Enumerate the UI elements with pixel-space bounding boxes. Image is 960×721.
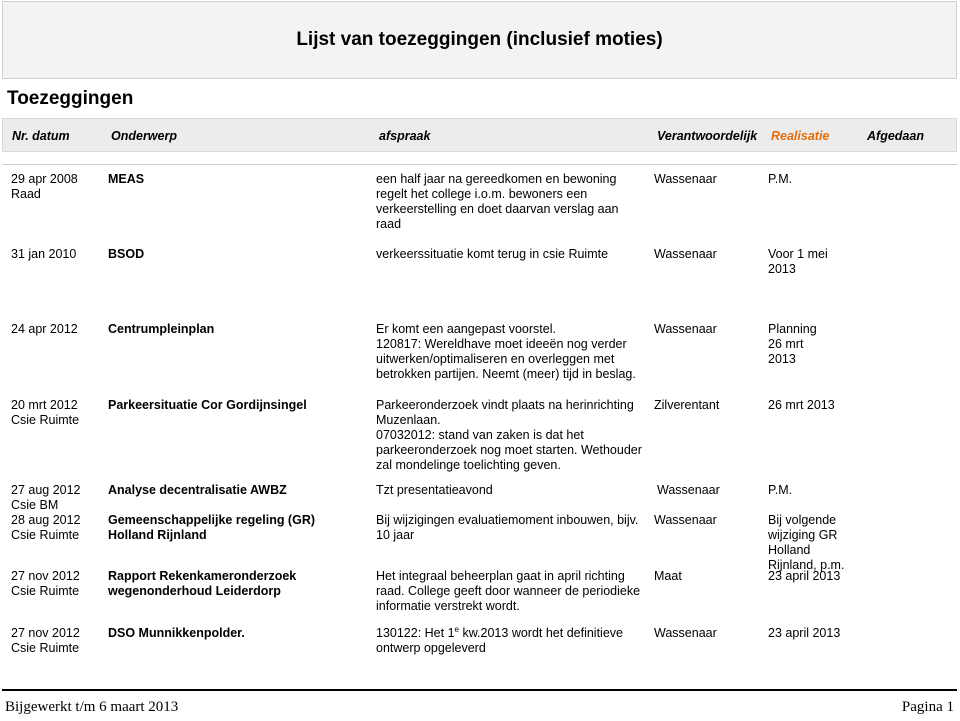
header-divider: [2, 164, 957, 165]
cell-onderwerp: Centrumpleinplan: [108, 322, 215, 336]
cell-onderwerp: Analyse decentralisatie AWBZ: [108, 483, 287, 497]
footer-divider: [2, 689, 957, 691]
cell-realisatie: 26 mrt 2013: [768, 398, 835, 412]
cell-realisatie: 23 april 2013: [768, 569, 841, 583]
cell-onderwerp: DSO Munnikkenpolder.: [108, 626, 245, 640]
cell-afspraak: Er komt een aangepast voorstel. 120817: Wereldhave moet ideeën nog verder uitwerken/optimaliseren en overleggen met betrokken partijen. Neemt (meer) tijd in beslag.: [376, 322, 636, 381]
cell-onderwerp: BSOD: [108, 247, 145, 261]
col-verantwoordelijk: Verantwoordelijk: [657, 129, 758, 143]
cell-onderwerp: Rapport Rekenkameronderzoek wegenonderhoud Leiderdorp: [108, 569, 297, 598]
cell-verantwoordelijk: Wassenaar: [654, 513, 717, 527]
col-nr-datum: Nr. datum: [12, 129, 70, 143]
cell-datum: 20 mrt 2012 Csie Ruimte: [11, 398, 80, 427]
cell-realisatie: Voor 1 mei 2013: [768, 247, 828, 276]
cell-datum: 31 jan 2010: [11, 247, 77, 261]
cell-realisatie: P.M.: [768, 172, 793, 186]
col-afspraak: afspraak: [379, 129, 431, 143]
cell-datum: 24 apr 2012: [11, 322, 78, 336]
cell-datum: 27 nov 2012 Csie Ruimte: [11, 626, 80, 655]
col-realisatie: Realisatie: [771, 129, 830, 143]
table-header: [2, 118, 957, 152]
document-title: Lijst van toezeggingen (inclusief moties): [296, 29, 663, 50]
cell-datum: 28 aug 2012 Csie Ruimte: [11, 513, 81, 542]
section-heading: Toezeggingen: [7, 88, 134, 109]
cell-afspraak: 130122: Het 1e kw.2013 wordt het definitieve ontwerp opgeleverd: [376, 624, 623, 655]
cell-afspraak: Bij wijzigingen evaluatiemoment inbouwen, bijv. 10 jaar: [376, 513, 639, 542]
cell-afspraak: een half jaar na gereedkomen en bewoning regelt het college i.o.m. bewoners een verkeerstelling en doet daarvan verslag aan raad: [376, 172, 619, 231]
cell-afspraak: Het integraal beheerplan gaat in april richting raad. College geeft door wanneer de periodieke informatie verstrekt wordt.: [376, 569, 641, 613]
footer-page-number: Pagina 1: [901, 699, 954, 715]
cell-realisatie: Bij volgende wijziging GR Holland Rijnland, p.m.: [768, 513, 845, 572]
cell-verantwoordelijk: Wassenaar: [654, 322, 717, 336]
cell-datum: 27 aug 2012 Csie BM: [11, 483, 81, 512]
cell-verantwoordelijk: Zilverentant: [654, 398, 720, 412]
col-onderwerp: Onderwerp: [111, 129, 177, 143]
cell-datum: 27 nov 2012 Csie Ruimte: [11, 569, 80, 598]
cell-datum: 29 apr 2008 Raad: [11, 172, 78, 201]
cell-afspraak: Tzt presentatieavond: [376, 483, 493, 497]
cell-onderwerp: MEAS: [108, 172, 145, 186]
cell-verantwoordelijk: Wassenaar: [654, 172, 717, 186]
footer-updated: Bijgewerkt t/m 6 maart 2013: [5, 699, 179, 715]
cell-onderwerp: Parkeersituatie Cor Gordijnsingel: [108, 398, 307, 412]
cell-realisatie: Planning 26 mrt 2013: [768, 322, 817, 366]
col-afgedaan: Afgedaan: [867, 129, 924, 143]
cell-verantwoordelijk: Wassenaar: [654, 626, 717, 640]
cell-realisatie: P.M.: [768, 483, 793, 497]
cell-verantwoordelijk: Maat: [654, 569, 682, 583]
document-title-box: [2, 1, 957, 79]
cell-afspraak: Parkeeronderzoek vindt plaats na herinrichting Muzenlaan. 07032012: stand van zaken is dat het parkeeronderzoek nog moet starten. Wethouder zal mondelinge toelichting geven.: [376, 398, 642, 472]
cell-onderwerp: Gemeenschappelijke regeling (GR) Holland Rijnland: [108, 513, 316, 542]
cell-realisatie: 23 april 2013: [768, 626, 841, 640]
cell-afspraak: verkeerssituatie komt terug in csie Ruimte: [376, 247, 609, 261]
cell-verantwoordelijk: Wassenaar: [654, 247, 717, 261]
cell-verantwoordelijk: Wassenaar: [657, 483, 720, 497]
